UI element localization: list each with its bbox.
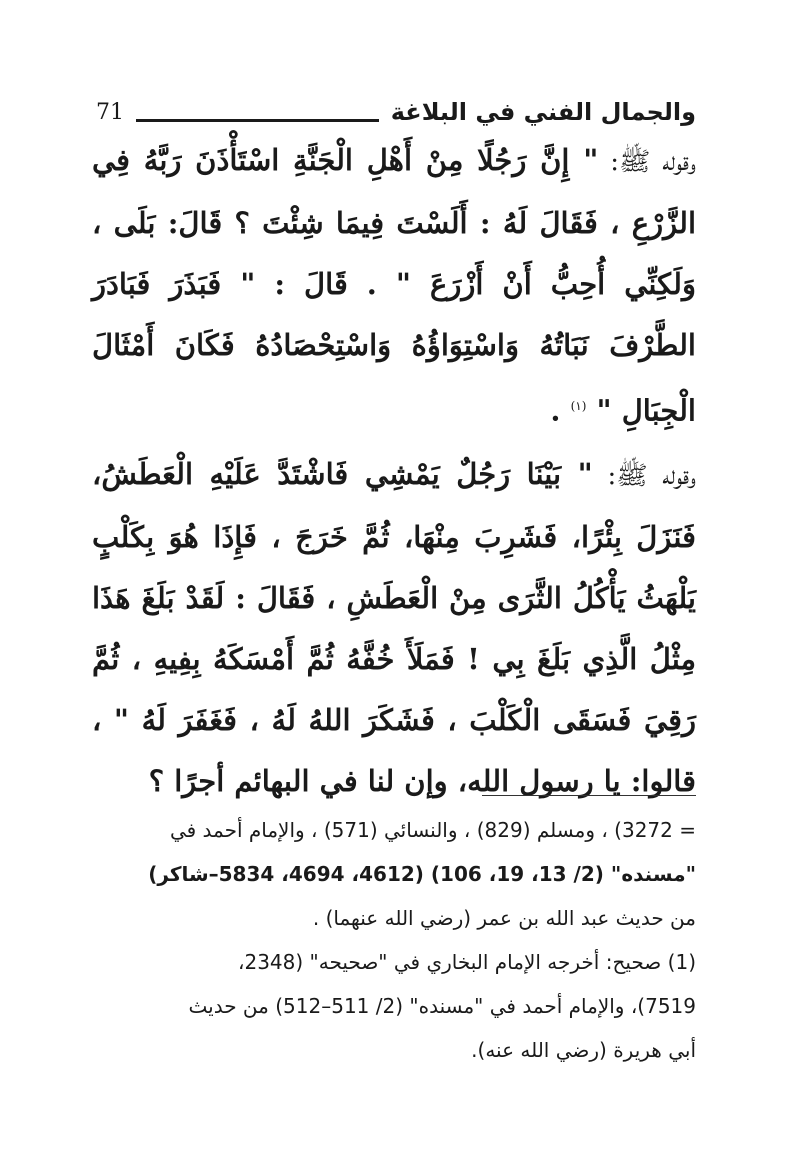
footnotes [92,808,696,1072]
footnote-marker: (١) [570,399,587,413]
running-header [96,92,696,132]
footnote-line: من حديث عبد الله بن عمر (رضي الله عنهما) . [312,906,696,930]
footnote-line: 7519)، والإمام أحمد في "مسنده" (2/ 511–512) من حديث [188,994,696,1018]
hadith-text: " بَيْنَا رَجُلٌ يَمْشِي فَاشْتَدَّ عَلَيْهِ الْعَطَشُ، فَنَزَلَ بِئْرًا، فَشَرِبَ مِنْهَا، ثُمَّ خَرَجَ ، فَإِذَا هُوَ بِكَلْبٍ يَلْهَثُ يَأْكُلُ الثَّرَى مِنْ الْعَطَشِ ، فَقَالَ : لَقَدْ بَلَغَ هَذَا مِثْلُ الَّذِي بَلَغَ بِي ! فَمَلَأَ خُفَّهُ ثُمَّ أَمْسَكَهُ بِفِيهِ ، ثُمَّ رَقِيَ فَسَقَى الْكَلْبَ ، فَشَكَرَ اللهُ لَهُ ، فَغَفَرَ لَهُ " ، قالوا: يا رسول الله، وإن لنا في البهائم أجرًا ؟ [92,456,696,798]
hadith-intro: وقوله ﷺ: [598,147,696,177]
footnote-separator [482,795,696,796]
footnote-line: = 3272) ، ومسلم (829) ، والنسائي (571) ، والإمام أحمد في [169,818,696,842]
footnote-line: أبي هريرة (رضي الله عنه). [471,1038,696,1062]
hadith-paragraph [92,130,696,442]
page-number: 71 [96,99,124,125]
header-rule [136,119,379,122]
hadith-end: . [550,393,571,428]
footnote-line: "مسنده" (2/ 13، 19، 106) (4612، 4694، 5834–شاكر) [148,862,696,886]
hadith-text: " إِنَّ رَجُلًا مِنْ أَهْلِ الْجَنَّةِ اسْتَأْذَنَ رَبَّهُ فِي الزَّرْعِ ، فَقَالَ لَهُ : أَلَسْتَ فِيمَا شِئْتَ ؟ قَالَ: بَلَى ، وَلَكِنِّي أُحِبُّ أَنْ أَزْرَعَ " . قَالَ : " فَبَذَرَ فَبَادَرَ الطَّرْفَ نَبَاتُهُ وَاسْتِوَاؤُهُ وَاسْتِحْصَادُهُ فَكَانَ أَمْثَالَ الْجِبَالِ " [92,143,696,428]
hadith-paragraph [92,444,696,812]
header-title: والجمال الفني في البلاغة [390,98,696,126]
main-text [92,130,696,812]
hadith-intro: وقوله ﷺ: [592,460,697,491]
footnote-line: (1) صحيح: أخرجه الإمام البخاري في "صحيحه" (2348، [238,950,696,974]
